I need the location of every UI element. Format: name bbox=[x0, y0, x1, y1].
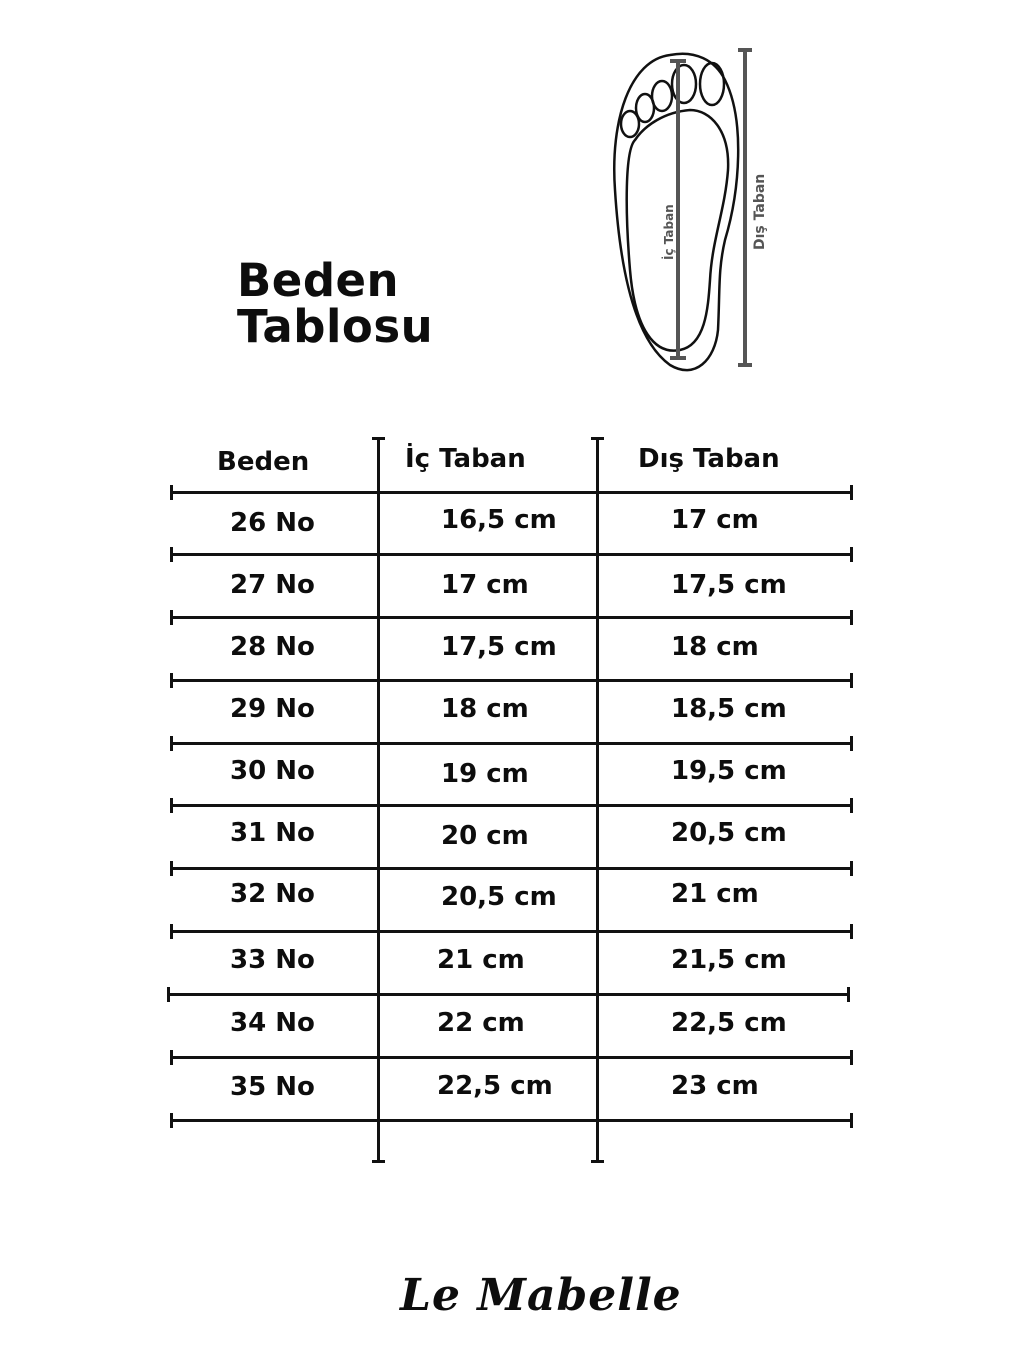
row-divider bbox=[170, 742, 853, 745]
table-cell-size: 35 No bbox=[230, 1072, 315, 1102]
table-cell-size: 34 No bbox=[230, 1008, 315, 1038]
table-cell-outer: 21 cm bbox=[671, 879, 759, 909]
page-title bbox=[237, 254, 434, 353]
row-divider bbox=[170, 930, 853, 933]
table-cell-inner: 18 cm bbox=[441, 694, 529, 724]
row-divider bbox=[170, 867, 853, 870]
row-divider bbox=[170, 1056, 853, 1059]
foot-sole-diagram-icon bbox=[600, 40, 800, 380]
table-cell-outer: 23 cm bbox=[671, 1071, 759, 1101]
table-cell-outer: 22,5 cm bbox=[671, 1008, 787, 1038]
brand-logo: Le Mabelle bbox=[400, 1270, 682, 1321]
table-cell-inner: 20,5 cm bbox=[441, 882, 557, 912]
table-cell-inner: 21 cm bbox=[437, 945, 525, 975]
row-divider bbox=[167, 993, 850, 996]
table-cell-outer: 17 cm bbox=[671, 505, 759, 535]
table-cell-size: 33 No bbox=[230, 945, 315, 975]
row-divider bbox=[170, 804, 853, 807]
table-cell-size: 27 No bbox=[230, 570, 315, 600]
table-cell-size: 26 No bbox=[230, 508, 315, 538]
row-divider bbox=[170, 679, 853, 682]
title-line-1: Beden bbox=[237, 254, 400, 307]
table-cell-size: 31 No bbox=[230, 818, 315, 848]
table-cell-size: 29 No bbox=[230, 694, 315, 724]
table-cell-outer: 21,5 cm bbox=[671, 945, 787, 975]
table-cell-inner: 16,5 cm bbox=[441, 505, 557, 535]
table-cell-size: 30 No bbox=[230, 756, 315, 786]
row-divider bbox=[170, 553, 853, 556]
column-divider-1 bbox=[377, 437, 380, 1163]
inner-sole-label: İç Taban bbox=[662, 204, 676, 260]
header-size: Beden bbox=[217, 447, 310, 477]
table-cell-outer: 17,5 cm bbox=[671, 570, 787, 600]
row-divider bbox=[170, 1119, 853, 1122]
header-inner-sole: İç Taban bbox=[405, 444, 526, 474]
table-cell-inner: 19 cm bbox=[441, 759, 529, 789]
table-cell-outer: 20,5 cm bbox=[671, 818, 787, 848]
table-cell-inner: 22,5 cm bbox=[437, 1071, 553, 1101]
header-outer-sole: Dış Taban bbox=[638, 444, 780, 474]
table-cell-inner: 17,5 cm bbox=[441, 632, 557, 662]
table-cell-inner: 22 cm bbox=[437, 1008, 525, 1038]
table-cell-inner: 20 cm bbox=[441, 821, 529, 851]
table-cell-outer: 18 cm bbox=[671, 632, 759, 662]
row-divider bbox=[170, 616, 853, 619]
table-cell-size: 32 No bbox=[230, 879, 315, 909]
table-cell-outer: 18,5 cm bbox=[671, 694, 787, 724]
table-cell-inner: 17 cm bbox=[441, 570, 529, 600]
table-cell-size: 28 No bbox=[230, 632, 315, 662]
table-cell-outer: 19,5 cm bbox=[671, 756, 787, 786]
row-divider bbox=[170, 491, 853, 494]
column-divider-2 bbox=[596, 437, 599, 1163]
outer-sole-label: Dış Taban bbox=[752, 173, 768, 250]
title-line-2: Tablosu bbox=[237, 300, 434, 353]
